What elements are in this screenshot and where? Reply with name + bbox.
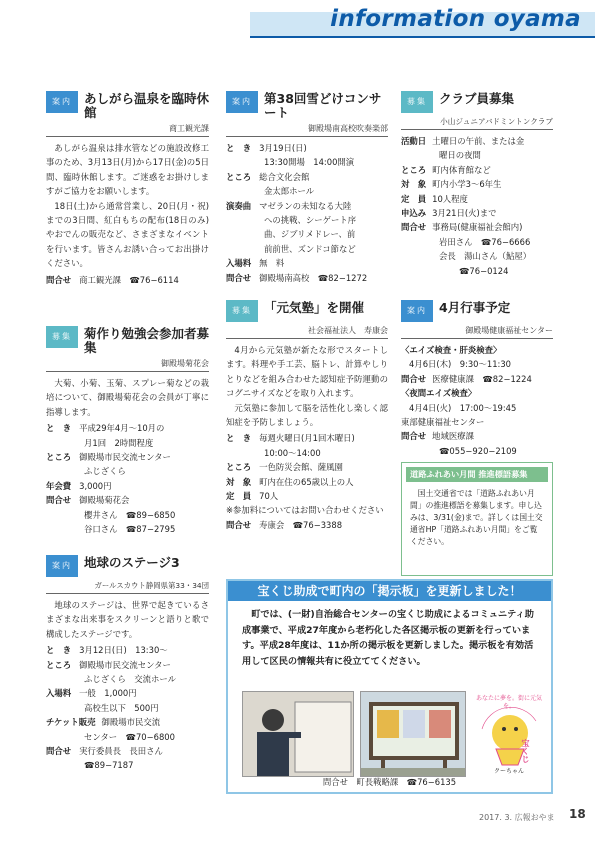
feature-contact: 問合せ 町長戦略課 ☎76−6135	[322, 777, 457, 787]
info-value: 医療健康課 ☎82−1224	[432, 373, 532, 384]
info-value: 一色防災会館、薩風園	[259, 462, 343, 473]
category-tag: 案内	[46, 555, 78, 577]
mascot-name: クーちゃん	[494, 768, 525, 775]
info-key: チケット販売	[46, 717, 96, 728]
info-value: 実行委員長 長田さん	[79, 746, 163, 757]
info-value: 御殿場市民交流センター	[79, 452, 171, 463]
subsection-heading: 〈夜間エイズ検査〉	[401, 388, 477, 399]
info-key: ところ	[226, 462, 252, 473]
info-value: 3月21日(火)まで	[432, 208, 497, 219]
subsection-heading: 〈エイズ検査・肝炎検査〉	[401, 345, 502, 355]
info-value: 3月19日(日)	[259, 143, 307, 153]
info-key: 対 象	[226, 476, 252, 487]
info-key: 問合せ	[46, 274, 72, 285]
info-value: 前前世、ズンドコ節など	[264, 243, 356, 254]
photo-person-at-board	[242, 691, 354, 777]
article-body: 地球のステージは、世界で起きているさまざまな出来事をスクリーンと語りと歌で構成したステージです。	[46, 600, 209, 639]
info-value: 毎週火曜日(月1回木曜日)	[259, 433, 355, 444]
info-key: 問合せ	[401, 431, 427, 442]
info-value: 寿康会 ☎76−3388	[259, 519, 343, 530]
info-value: 町内在住の65歳以上の人	[259, 476, 354, 487]
info-value: 会長 湯山さん（鮎屋）	[439, 251, 532, 262]
info-key: ところ	[46, 452, 72, 463]
info-value: 土曜日の午前、または金	[432, 136, 525, 146]
info-value: 御殿場菊花会	[79, 495, 130, 506]
info-value: 3,000円	[79, 480, 112, 491]
info-value: 3月12日(日) 13:30〜	[79, 645, 168, 656]
info-value: 商工観光課 ☎76−6114	[79, 274, 179, 285]
section-title: information oyama	[330, 6, 581, 32]
info-key: 活動日	[401, 136, 427, 146]
photo-bulletin-board	[360, 691, 466, 777]
info-key: 入場料	[46, 688, 72, 699]
info-key: 問合せ	[46, 746, 72, 757]
info-value: 曜日の夜間	[439, 150, 481, 161]
info-value: 櫻井さん ☎89−6850	[84, 509, 176, 520]
article-department: 小山ジュニアバドミントンクラブ	[401, 116, 553, 130]
category-tag: 募集	[401, 91, 433, 113]
feature-title: 宝くじ助成で町内の「掲示板」を更新しました！	[228, 581, 551, 601]
article-title: 「元気塾」を開催	[264, 300, 365, 315]
info-value: 御殿場市民交流センター	[79, 659, 171, 670]
info-value: 岩田さん ☎76−6666	[439, 236, 531, 247]
info-value: 一般 1,000円	[79, 688, 137, 699]
info-value: 10:00〜14:00	[264, 447, 321, 458]
info-value: ☎89−7187	[84, 760, 134, 771]
info-value: 無 料	[259, 258, 285, 269]
category-tag: 募集	[226, 300, 258, 322]
feature-text: 町では、(一財)自治総合センターの宝くじ助成によるコミュニティ助成事業で、平成27年度から老朽化した各区掲示板の更新を行っています。平成28年度は、11か所の掲示板を更新しました。掲示板を有効活用して区民の情報共有に役立ててください。	[242, 609, 534, 667]
info-key: 定 員	[226, 491, 252, 502]
info-key: 問合せ	[401, 222, 427, 233]
info-value: 月1回 2時間程度	[84, 437, 154, 448]
article-body: 4月から元気塾が新たな形でスタートします。料理や手工芸、脳トレ、計算やしりとりなどを組み合わせた認知症予防運動のコグニサイズなどを取り入れます。	[226, 345, 388, 399]
info-key: 定 員	[401, 193, 427, 204]
road-slogan-notice	[401, 462, 553, 576]
article-body: あしがら温泉は排水管などの施設改修工事のため、3月13日(月)から17日(金)の5日間、臨時休館します。ご迷惑をお掛けしますがご協力をお願いします。	[46, 143, 209, 197]
article-title: 第38回雪どけコンサート	[264, 91, 382, 120]
bulletin-board-feature	[226, 579, 553, 794]
info-value: 町内体育館など	[432, 164, 491, 175]
category-tag: 案内	[226, 91, 258, 113]
article-kiku-workshop	[46, 326, 209, 536]
info-value: 総合文化会館	[259, 171, 310, 182]
info-key: と き	[226, 433, 252, 444]
article-title: 4月行事予定	[439, 300, 511, 315]
category-tag: 案内	[401, 300, 433, 322]
article-body: 18日(土)から通常営業し、20日(月・祝)までの3日間、紅白もちの配布(18日のみ)やおでんの販売など、さまざまなイベントを行います。皆さんお誘い合ってお出掛けください。	[46, 200, 209, 269]
category-tag: 募集	[46, 326, 78, 348]
article-title: 菊作り勉強会参加者募集	[84, 326, 210, 355]
info-value: 4月4日(火) 17:00〜19:45	[409, 402, 517, 413]
article-title: あしがら温泉を臨時休館	[84, 91, 210, 120]
info-value: マゼランの未知なる大陸	[259, 200, 352, 211]
article-april-events	[401, 300, 553, 458]
info-value: 10人程度	[432, 193, 468, 204]
info-key: 対 象	[401, 179, 427, 190]
info-value: 東部健康福祉センター	[401, 417, 485, 428]
info-value: センター ☎70−6800	[84, 731, 175, 742]
mascot-label: 宝くじ	[521, 739, 530, 763]
article-body: 元気塾に参加して脳を活性化し楽しく認知症を予防しましょう。	[226, 402, 388, 428]
info-key: 演奏曲	[226, 200, 252, 211]
article-department: 御殿場健康福祉センター	[401, 325, 553, 339]
info-value: 御殿場市民交流	[101, 717, 161, 728]
article-department: 商工観光課	[46, 123, 209, 137]
photo-row	[242, 691, 542, 777]
info-value: 曲、ジブリメドレー、前	[264, 229, 356, 240]
info-key: 入場料	[226, 258, 252, 269]
info-key: ところ	[226, 171, 252, 182]
takarakuji-mascot	[474, 691, 544, 777]
info-value: 御殿場南高校 ☎82−1272	[259, 272, 368, 283]
category-tag: 案内	[46, 91, 78, 113]
info-value: 70人	[259, 491, 279, 502]
article-department: 御殿場菊花会	[46, 358, 209, 372]
info-value: ふじざくら	[84, 466, 126, 477]
info-value: 13:30開場 14:00開演	[264, 157, 355, 168]
info-key: 問合せ	[46, 495, 72, 506]
page-header	[0, 0, 595, 40]
info-key: 年会費	[46, 480, 72, 491]
article-department: ガールスカウト静岡県第33・34団	[46, 580, 209, 594]
info-value: 平成29年4月〜10月の	[79, 423, 165, 434]
note-text: ※参加料についてはお問い合わせください	[226, 505, 384, 516]
info-value: への挑戦、シーゲート序	[264, 215, 357, 226]
article-department: 御殿場南高校吹奏楽部	[226, 123, 388, 137]
info-value: ☎055−920−2109	[439, 445, 517, 456]
info-value: 地域医療課	[432, 431, 474, 442]
mascot-slogan: あなたに夢を。街に元気を。	[476, 695, 543, 710]
info-key: 問合せ	[226, 519, 252, 530]
info-key: ところ	[46, 659, 72, 670]
notice-body: 国土交通省では「道路ふれあい月間」の推進標語を募集します。申し込みは、3/31(金)まで。詳しくは国土交通省HP「道路ふれあい月間」をご覧ください。	[410, 489, 543, 546]
article-earth-stage	[46, 555, 209, 773]
article-badminton-club	[401, 91, 553, 278]
info-value: 谷口さん ☎87−2795	[84, 524, 176, 535]
notice-title: 道路ふれあい月間 推進標語募集	[406, 467, 548, 482]
info-key: と き	[46, 423, 72, 434]
info-value: 事務局(健康福祉会館内)	[432, 222, 523, 233]
info-key: 申込み	[401, 208, 427, 219]
article-department: 社会福祉法人 寿康会	[226, 325, 388, 339]
issue-label: 2017. 3. 広報おやま	[479, 813, 555, 822]
info-value: 4月6日(木) 9:30〜11:30	[409, 359, 512, 370]
info-key: と き	[226, 143, 252, 153]
info-value: ふじざくら 交流ホール	[84, 674, 176, 685]
article-genkijuku	[226, 300, 388, 532]
info-value: 町内小学3〜6年生	[432, 179, 502, 190]
info-key: 問合せ	[401, 373, 427, 384]
info-value: 高校生以下 500円	[84, 702, 159, 713]
info-key: 問合せ	[226, 272, 252, 283]
article-title: 地球のステージ3	[84, 555, 180, 570]
page-number: 18	[569, 807, 586, 821]
info-value: ☎76−0124	[459, 265, 509, 276]
article-body: 大菊、小菊、玉菊、スプレー菊などの栽培について、御殿場菊花会の会員が丁寧に指導します。	[46, 378, 209, 417]
info-key: と き	[46, 645, 72, 656]
article-ashigara-onsen	[46, 91, 209, 287]
article-title: クラブ員募集	[439, 91, 515, 106]
info-value: 金太郎ホール	[264, 186, 315, 197]
header-rule	[250, 36, 595, 38]
info-key: ところ	[401, 164, 427, 175]
article-snowmelt-concert	[226, 91, 388, 285]
